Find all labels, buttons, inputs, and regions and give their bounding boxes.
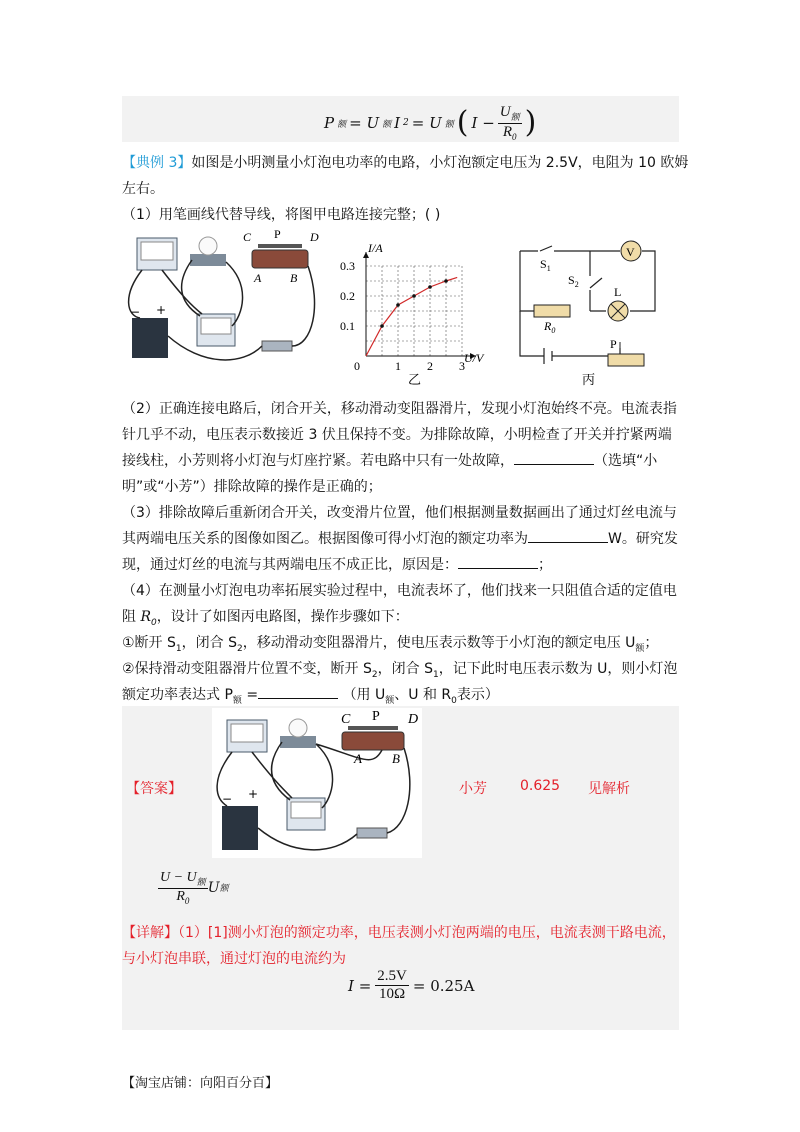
label-p: P xyxy=(610,337,617,351)
label-s2: $S_2$ xyxy=(568,273,579,289)
label-d: D xyxy=(310,230,319,244)
y-tick-label: 0.2 xyxy=(340,289,355,303)
question-4 xyxy=(122,580,677,600)
x-tick-label: 1 xyxy=(395,359,401,373)
formula-den: 10Ω xyxy=(378,986,406,1002)
text: ②保持滑动变阻器滑片位置不变，断开 S xyxy=(122,661,372,677)
detail-formula xyxy=(348,968,474,1003)
text: 如图是小明测量小灯泡电功率的电路，小灯泡额定电压为 2.5V，电阻为 10 欧姆 xyxy=(191,155,689,171)
y-axis-label: I/A xyxy=(368,241,383,255)
detail-line xyxy=(122,948,346,968)
label-p: P xyxy=(372,709,380,724)
text: W。研究发 xyxy=(608,531,678,547)
label-a: A xyxy=(254,271,262,285)
formula-sub: 额 xyxy=(196,876,206,887)
switch-icon xyxy=(262,341,292,351)
label-plus: + xyxy=(248,787,259,801)
formula-top: P 额 = U 额 I 2 = U 额 ( I − $\frac{U_额}{R_0}$ ) xyxy=(324,104,537,142)
x-tick-label: 2 xyxy=(427,359,433,373)
origin-label: 0 xyxy=(354,359,360,373)
text: 、U 和 R xyxy=(394,687,452,703)
label-minus: − xyxy=(130,305,141,319)
question-3 xyxy=(122,528,678,548)
question-4 xyxy=(122,684,499,706)
formula-symbol: U xyxy=(499,104,511,120)
formula-symbol: I − xyxy=(471,114,495,132)
text: ①断开 S xyxy=(122,635,176,651)
text: 左右。 xyxy=(122,181,164,197)
answer-blank[interactable] xyxy=(458,556,538,569)
answer-1: 小芳 xyxy=(459,781,487,797)
question-2 xyxy=(122,476,382,496)
text: ，移动滑动变阻器滑片，使电压表示数等于小灯泡的额定电压 U xyxy=(242,635,636,651)
label-b: B xyxy=(290,271,298,285)
label-r0: $R_0$ xyxy=(544,319,556,335)
answer-2: 0.625 xyxy=(520,778,561,794)
detail-tag: 【详解】 xyxy=(122,925,178,941)
text: 额 xyxy=(385,695,395,706)
text: 现，通过灯丝的电流与其两端电压不成正比，原因是： xyxy=(122,557,458,573)
answer-expression xyxy=(158,870,229,906)
formula-fraction xyxy=(498,104,522,142)
text: 0 xyxy=(151,617,157,628)
rheostat-icon xyxy=(252,250,308,268)
text: 阻 xyxy=(122,609,141,625)
formula-symbol: = U xyxy=(349,114,380,132)
rheostat-symbol xyxy=(608,354,644,366)
text: （1）[1]测小灯泡的额定功率，电压表测小灯泡两端的电压，电流表测干路电流， xyxy=(178,925,676,941)
text: ，记下此时电压表示数为 U，则小灯泡 xyxy=(438,661,678,677)
text: ； xyxy=(538,557,552,573)
formula-symbol: R xyxy=(176,888,185,904)
formula-symbol: I = xyxy=(348,976,372,995)
formula-sub: 额 xyxy=(510,112,520,122)
label-minus: − xyxy=(222,792,233,806)
answer-blank[interactable] xyxy=(528,530,608,543)
formula-num: 2.5V xyxy=(377,968,407,984)
formula-sub: 额 xyxy=(219,884,229,895)
formula-symbol: U − U xyxy=(160,870,197,885)
label-s1: $S_1$ xyxy=(540,257,551,273)
y-tick-label: 0.3 xyxy=(340,259,355,273)
answer-blank[interactable] xyxy=(258,686,338,699)
example-tag: 【典例 3】 xyxy=(122,155,192,171)
battery-icon xyxy=(132,318,168,358)
text: （用 U xyxy=(342,687,386,703)
text: 0 xyxy=(451,695,457,706)
circuit-figure-jia xyxy=(122,226,332,368)
x-axis-label: U/V xyxy=(464,351,484,365)
text: （4）在测量小灯泡电功率拓展实验过程中，电流表坏了，他们找来一只阻值合适的定值电 xyxy=(122,583,677,599)
formula-sub: 额 xyxy=(337,119,347,130)
answer-circuit-figure xyxy=(212,708,422,858)
question-4: ②保持滑动变阻器滑片位置不变，断开 $S_2$，闭合 $S_1$，记下此时电压表示数为 U，则小灯泡 xyxy=(122,661,678,680)
text: = xyxy=(241,687,259,703)
label-b: B xyxy=(392,751,400,766)
label-c: C xyxy=(243,230,252,244)
text: 其两端电压关系的图像如图乙。根据图像可得小灯泡的额定功率为 xyxy=(122,531,528,547)
label-plus: + xyxy=(156,303,167,317)
label-v: V xyxy=(626,245,635,259)
y-tick-label: 0.1 xyxy=(340,319,355,333)
question-4 xyxy=(122,606,409,628)
text: ，闭合 S xyxy=(377,661,433,677)
data-point xyxy=(380,324,384,328)
label-l: L xyxy=(614,285,622,299)
text: 表示） xyxy=(456,687,499,703)
caption-yi: 乙 xyxy=(408,373,422,388)
text: ，设计了如图丙电路图，操作步骤如下： xyxy=(156,609,409,625)
caption-bing: 丙 xyxy=(582,373,596,388)
question-3 xyxy=(122,554,552,574)
text: ，闭合 S xyxy=(181,635,237,651)
data-point xyxy=(428,285,432,289)
label-p: P xyxy=(274,227,281,241)
text: 与小灯泡串联，通过灯泡的电流约为 xyxy=(122,951,346,967)
data-point xyxy=(444,279,448,283)
series-line xyxy=(366,277,457,356)
data-point xyxy=(412,294,416,298)
formula-symbol: = U xyxy=(411,114,442,132)
formula-symbol: R xyxy=(502,124,513,140)
question-2 xyxy=(122,398,677,418)
x-tick-label: 3 xyxy=(459,359,465,373)
text: 额 xyxy=(635,643,645,654)
text: 额 xyxy=(232,695,242,706)
formula-symbol: = 0.25A xyxy=(412,976,475,995)
text: 针几乎不动，电压表示数接近 3 伏且保持不变。为排除故障，小明检查了开关并拧紧两端 xyxy=(122,427,672,443)
answer-blank[interactable] xyxy=(514,452,594,465)
label-d: D xyxy=(408,712,419,727)
resistor-r0 xyxy=(534,305,570,317)
schematic-figure-bing xyxy=(510,236,660,388)
text: （3）排除故障后重新闭合开关，改变滑片位置，他们根据测量数据画出了通过灯丝电流与 xyxy=(122,505,677,521)
formula-sub: 2 xyxy=(403,118,409,128)
question-1 xyxy=(122,204,440,224)
answer-tag: 【答案】 xyxy=(126,781,182,797)
question-3 xyxy=(122,502,677,522)
data-point xyxy=(396,303,400,307)
text: ； xyxy=(644,635,659,651)
formula-sub: 0 xyxy=(512,132,517,142)
formula-sub: 额 xyxy=(382,119,392,130)
bulb-icon xyxy=(199,237,217,255)
question-4: ①断开 $S_1$，闭合 $S_2$，移动滑动变阻器滑片，使电压表示数等于小灯泡的额定电压 $U_额$； xyxy=(122,635,659,654)
iv-graph xyxy=(338,238,498,388)
label-a: A xyxy=(354,751,362,766)
bulb-socket xyxy=(190,254,226,266)
text: （2）正确连接电路后，闭合开关，移动滑动变阻器滑片，发现小灯泡始终不亮。电流表指 xyxy=(122,401,677,417)
question-2 xyxy=(122,424,672,444)
text: R xyxy=(140,609,151,625)
answer-3: 见解析 xyxy=(588,781,630,797)
question-2 xyxy=(122,450,657,470)
formula-symbol: P xyxy=(324,114,335,132)
label-c: C xyxy=(341,712,351,727)
formula-sub: 0 xyxy=(184,895,190,906)
text: （1）用笔画线代替导线，将图甲电路连接完整；( ) xyxy=(122,207,441,223)
text: （选填“小 xyxy=(594,453,658,469)
formula-symbol: U xyxy=(207,879,220,896)
detail-line xyxy=(122,922,676,942)
text: 接线柱，小芳则将小灯泡与灯座拧紧。若电路中只有一处故障， xyxy=(122,453,514,469)
text: 明”或“小芳”）排除故障的操作是正确的； xyxy=(122,479,382,495)
example-line xyxy=(122,178,164,198)
footer: 【淘宝店铺：向阳百分百】 xyxy=(122,1076,279,1091)
example-line xyxy=(122,152,688,172)
formula-symbol: I xyxy=(394,114,401,132)
text: 额定功率表达式 P xyxy=(122,687,233,703)
formula-sub: 额 xyxy=(444,119,454,130)
